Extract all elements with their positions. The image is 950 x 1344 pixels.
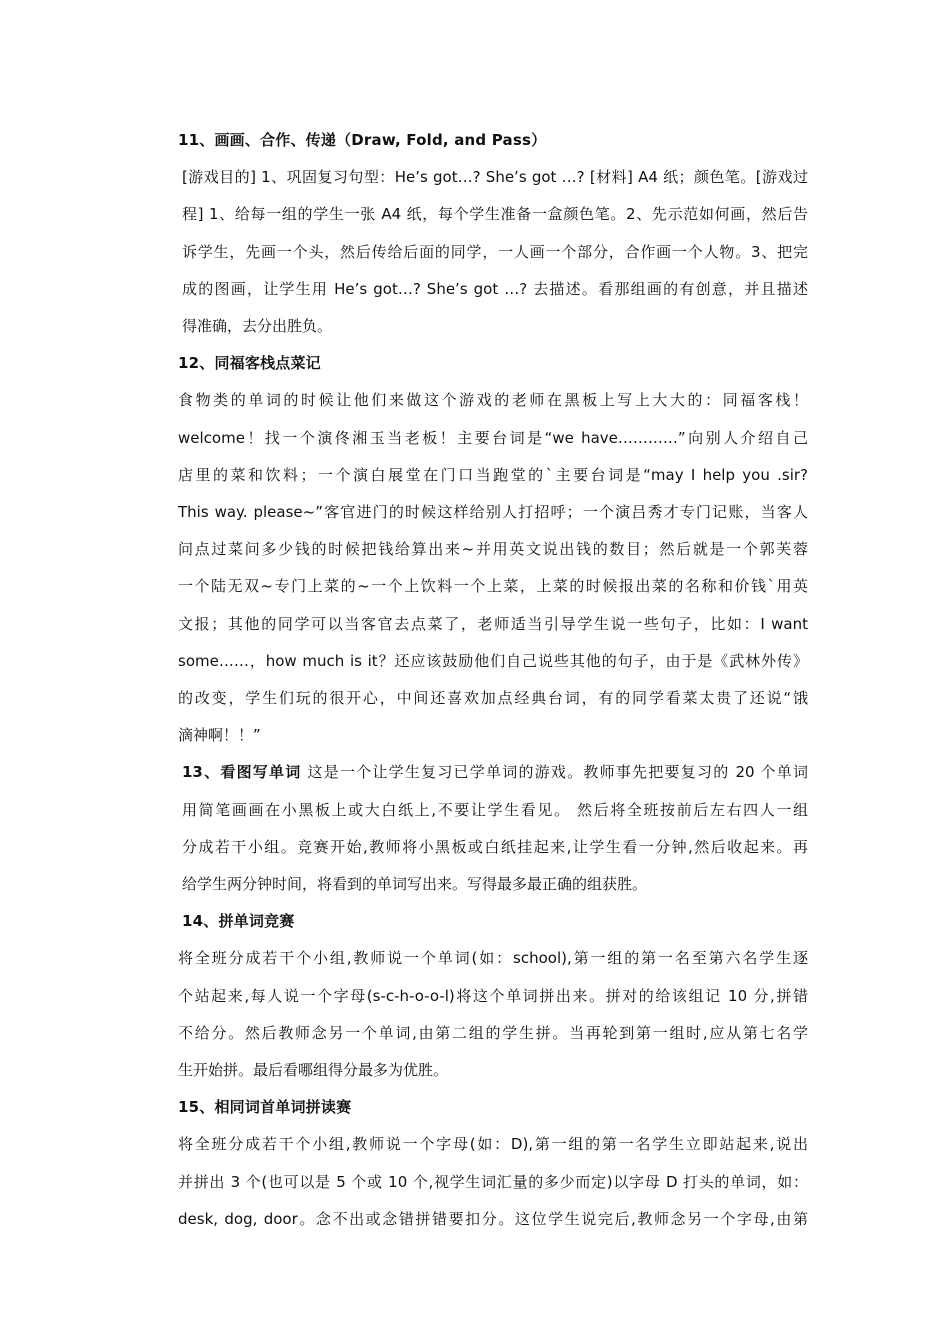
section-12-line: 文报；其他的同学可以当客官去点菜了，老师适当引导学生说一些句子，比如：I want (178, 614, 808, 633)
section-15-line: desk, dog, door。念不出或念错拼错要扣分。这位学生说完后,教师念另一个字母,由第 (178, 1209, 808, 1228)
section-12-line: welcome！找一个演佟湘玉当老板！主要台词是“we have…………”向别人介绍自己 (178, 428, 808, 447)
section-14-line: 不给分。然后教师念另一个单词,由第二组的学生拼。当再轮到第一组时,应从第七名学 (178, 1023, 808, 1042)
section-14-heading: 14、拼单词竞赛 (182, 912, 295, 931)
section-14-line: 将全班分成若干个小组,教师说一个单词(如：school),第一组的第一名至第六名学生逐 (178, 949, 808, 968)
section-15-line: 并拼出 3 个(也可以是 5 个或 10 个,视学生词汇量的多少而定)以字母 D 打头的单词，如： (178, 1172, 808, 1191)
section-12-line: 一个陆无双~专门上菜的~一个上饮料一个上菜，上菜的时候报出菜的名称和价钱`用英 (178, 577, 808, 596)
section-13-heading: 13、看图写单词 (182, 763, 302, 782)
section-11-line: 诉学生，先画一个头，然后传给后面的同学，一人画一个部分，合作画一个人物。3、把完 (182, 242, 808, 261)
section-13-line: 用简笔画画在小黑板上或大白纸上,不要让学生看见。 然后将全班按前后左右四人一组 (182, 800, 808, 819)
section-14-line: 生开始拼。最后看哪组得分最多为优胜。 (178, 1061, 449, 1080)
section-13-body (178, 754, 808, 903)
section-11-heading: 11、画画、合作、传递（Draw, Fold, and Pass） (178, 131, 547, 149)
section-11-line: [游戏目的] 1、巩固复习句型：He’s got…? She’s got …? [材料] A4 纸；颜色笔。[游戏过 (182, 168, 808, 187)
section-14-body (178, 940, 808, 1089)
section-14-line: 个站起来,每人说一个字母(s-c-h-o-o-l)将这个单词拼出来。拼对的给该组记 10 分,拼错 (178, 986, 808, 1005)
section-11-line: 成的图画，让学生用 He’s got…? She’s got …? 去描述。看那组画的有创意，并且描述 (182, 279, 808, 298)
section-15-heading: 15、相同词首单词拼读赛 (178, 1098, 352, 1117)
section-12-line: 滴神啊！！” (178, 726, 261, 745)
section-13-first-line (182, 754, 808, 791)
section-12-body (178, 382, 808, 754)
section-11-line: 程] 1、给每一组的学生一张 A4 纸，每个学生准备一盒颜色笔。2、先示范如何画，然后告 (182, 205, 808, 224)
section-12-line: 食物类的单词的时候让他们来做这个游戏的老师在黑板上写上大大的：同福客栈！ (178, 391, 808, 410)
section-15-line: 将全班分成若干个小组,教师说一个字母(如：D),第一组的第一名学生立即站起来,说出 (178, 1135, 808, 1154)
section-12-heading: 12、同福客栈点菜记 (178, 354, 321, 373)
document-body (178, 122, 808, 1238)
section-13-line: 给学生两分钟时间，将看到的单词写出来。写得最多最正确的组获胜。 (182, 875, 648, 894)
section-11-body (178, 159, 808, 345)
section-12-line: This way. please~”客官进门的时候这样给别人打招呼；一个演吕秀才专门记账，当客人 (178, 503, 808, 522)
section-11-line: 得准确，去分出胜负。 (182, 317, 333, 336)
section-12-line: 问点过菜问多少钱的时候把钱给算出来~并用英文说出钱的数目；然后就是一个郭芙蓉 (178, 540, 808, 559)
section-12-line: some……，how much is it？还应该鼓励他们自己说些其他的句子，由于是《武林外传》 (178, 651, 808, 670)
section-13-intro: 这是一个让学生复习已学单词的游戏。教师事先把要复习的 20 个单词 (301, 763, 808, 782)
section-12-line: 的改变，学生们玩的很开心，中间还喜欢加点经典台词，有的同学看菜太贵了还说“饿 (178, 689, 808, 708)
section-15-body (178, 1126, 808, 1238)
section-13-line: 分成若干小组。竞赛开始,教师将小黑板或白纸挂起来,让学生看一分钟,然后收起来。再 (182, 837, 808, 856)
section-12-line: 店里的菜和饮料；一个演白展堂在门口当跑堂的`主要台词是“may I help you .sir? (178, 465, 808, 484)
